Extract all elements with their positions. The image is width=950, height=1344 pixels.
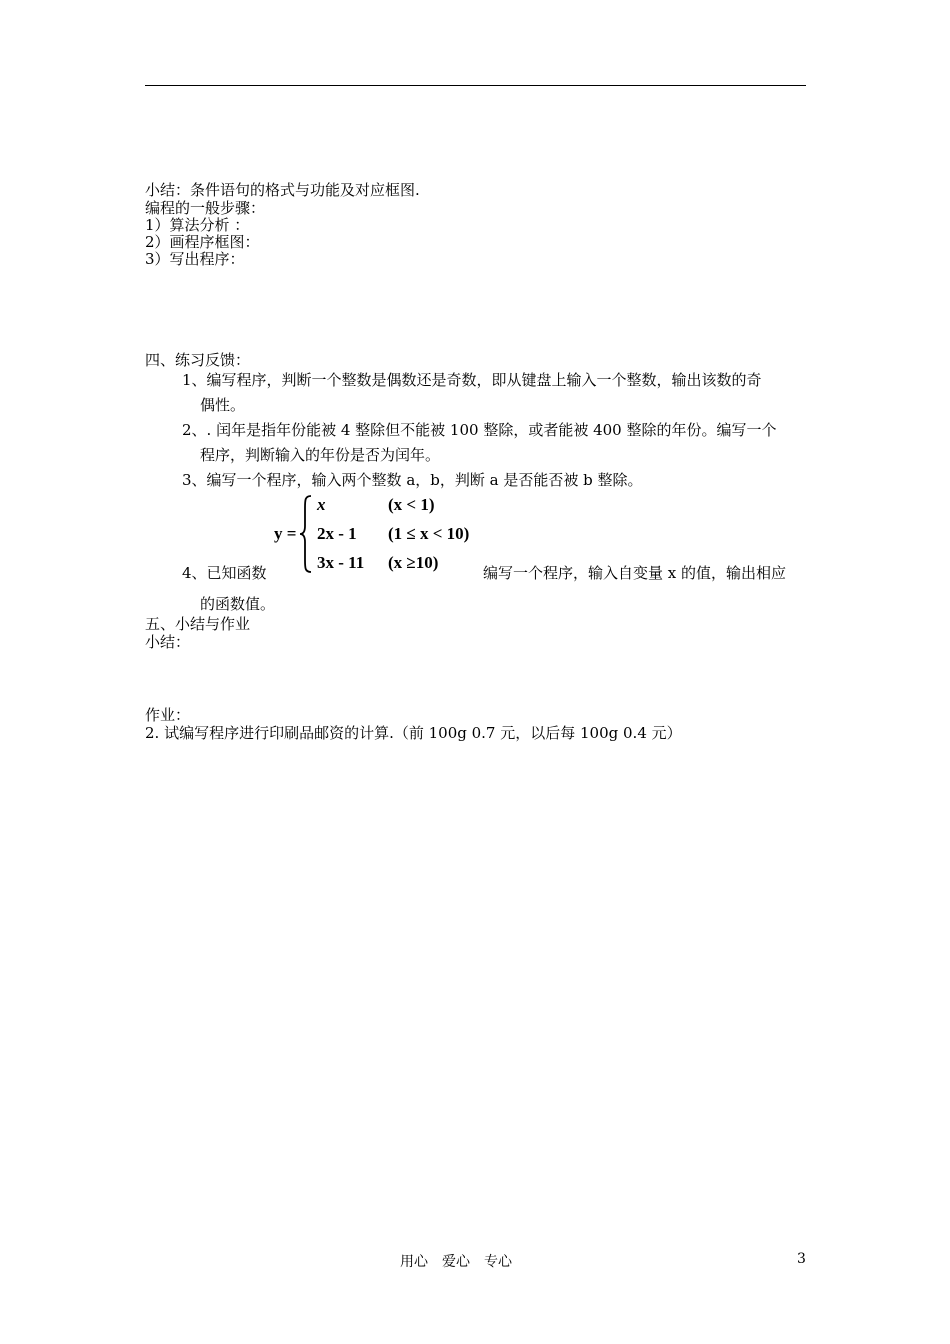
exercise-4-prefix: 4、已知函数: [182, 564, 267, 582]
exercise-2-line2: 程序，判断输入的年份是否为闰年。: [200, 446, 441, 464]
exercises-heading: 四、练习反馈：: [145, 351, 251, 369]
piecewise-case-1-expr: x: [317, 495, 326, 514]
homework-item: 2. 试编写程序进行印刷品邮资的计算.（前 100g 0.7 元，以后每 100g 0.4 元）: [145, 724, 682, 742]
exercise-4-line2: 的函数值。: [200, 595, 276, 613]
piecewise-case-3-expr: 3x - 11: [317, 553, 365, 572]
exercise-1-line1: 1、编写程序，判断一个整数是偶数还是奇数，即从键盘上输入一个整数，输出该数的奇: [182, 371, 762, 389]
steps-heading: 编程的一般步骤：: [145, 199, 266, 217]
piecewise-case-3-cond: (x ≥10): [388, 553, 439, 572]
homework-label: 作业：: [145, 706, 191, 724]
exercise-3: 3、编写一个程序，输入两个整数 a，b，判断 a 是否能否被 b 整除。: [182, 471, 643, 489]
piecewise-case-2-cond: (1 ≤ x < 10): [388, 524, 470, 543]
exercise-2-line1: 2、. 闰年是指年份能被 4 整除但不能被 100 整除，或者能被 400 整除的年份。编写一个: [182, 421, 777, 439]
header-rule: [145, 85, 806, 86]
step-3: 3）写出程序：: [145, 250, 245, 268]
exercise-1-line2: 偶性。: [200, 396, 246, 414]
summary-line: 小结：条件语句的格式与功能及对应框图.: [145, 181, 420, 199]
footer-motto: 用心 爱心 专心: [400, 1254, 512, 1270]
piecewise-lhs: y =: [274, 524, 297, 543]
step-1: 1）算法分析 ：: [145, 216, 250, 234]
exercise-4-suffix: 编写一个程序，输入自变量 x 的值，输出相应: [483, 564, 786, 582]
piecewise-case-1-cond: (x < 1): [388, 495, 435, 514]
section5-summary-label: 小结：: [145, 633, 191, 651]
page-number: 3: [797, 1251, 806, 1267]
piecewise-case-2-expr: 2x - 1: [317, 524, 357, 543]
step-2: 2）画程序框图：: [145, 233, 260, 251]
section5-heading: 五、小结与作业: [145, 615, 251, 633]
curly-brace-icon: [299, 494, 313, 574]
